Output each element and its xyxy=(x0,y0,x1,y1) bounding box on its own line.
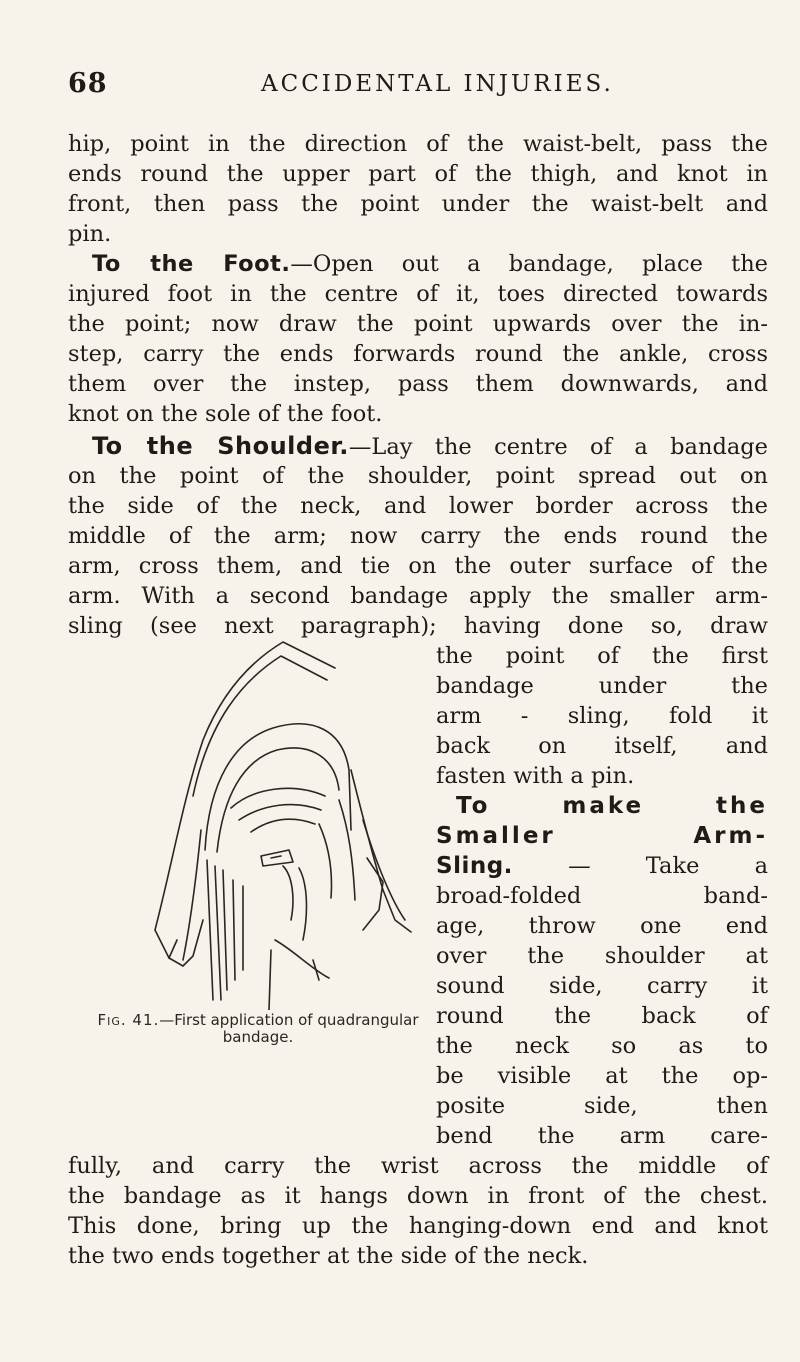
text-line: bend the arm care- xyxy=(436,1123,768,1149)
text-line: the bandage as it hangs down in front of the chest. xyxy=(68,1183,768,1209)
text-line: round the back of xyxy=(436,1003,768,1029)
section-heading-foot: To the Foot. xyxy=(92,251,291,277)
running-title: ACCIDENTAL INJURIES. xyxy=(261,71,614,97)
text-line: over the shoulder at xyxy=(436,943,768,969)
text-line-shoulder-heading: To the Shoulder.—Lay the centre of a bandage xyxy=(92,432,768,460)
text-line: step, carry the ends forwards round the ankle, cross xyxy=(68,341,768,367)
text-line: be visible at the op- xyxy=(436,1063,768,1089)
text-line: the side of the neck, and lower border across the xyxy=(68,493,768,519)
text-line: ends round the upper part of the thigh, and knot in xyxy=(68,161,768,187)
text-line: age, throw one end xyxy=(436,913,768,939)
text-line: This done, bring up the hanging-down end and knot xyxy=(68,1213,768,1239)
text-line: the neck so as to xyxy=(436,1033,768,1059)
text-line: Sling. — Take a xyxy=(436,853,768,879)
text-line xyxy=(456,791,768,821)
text-line: front, then pass the point under the waist-belt and xyxy=(68,191,768,217)
text-line: arm, cross them, and tie on the outer surface of the xyxy=(68,553,768,579)
text-line: broad-folded band- xyxy=(436,883,768,909)
text-line: them over the instep, pass them downwards, and xyxy=(68,371,768,397)
text-line: arm. With a second bandage apply the smaller arm- xyxy=(68,583,768,609)
text-line: bandage under the xyxy=(436,673,768,699)
text-line: fasten with a pin. xyxy=(436,763,635,789)
text-line: back on itself, and xyxy=(436,733,768,759)
text-line: the two ends together at the side of the neck. xyxy=(68,1243,589,1269)
figure-caption xyxy=(78,1012,438,1046)
figure-41-bandage-illustration xyxy=(143,620,430,1010)
text-line: posite side, then xyxy=(436,1093,768,1119)
text-line-foot-heading: To the Foot.—Open out a bandage, place the xyxy=(92,251,768,277)
section-heading-sling: To make the xyxy=(456,793,768,819)
figure-caption-text: —First application of quadrangular bandage. xyxy=(159,1011,419,1046)
figure-label: Fig. 41. xyxy=(97,1011,160,1029)
text-line: on the point of the shoulder, point spread out on xyxy=(68,463,768,489)
text-line: the point; now draw the point upwards over the in- xyxy=(68,311,768,337)
text-line: sling (see next paragraph); having done so, draw xyxy=(68,613,768,639)
page-header xyxy=(68,68,768,108)
text-line: pin. xyxy=(68,221,112,247)
text-line: middle of the arm; now carry the ends round the xyxy=(68,523,768,549)
text-line: Smaller Arm- xyxy=(436,823,768,849)
page-number: 68 xyxy=(68,68,108,99)
text-line: knot on the sole of the foot. xyxy=(68,401,383,427)
text-line: the point of the first xyxy=(436,643,768,669)
text-line: injured foot in the centre of it, toes directed towards xyxy=(68,281,768,307)
text-line: arm - sling, fold it xyxy=(436,703,768,729)
text-line: fully, and carry the wrist across the middle of xyxy=(68,1153,768,1179)
text-line: sound side, carry it xyxy=(436,973,768,999)
section-heading-shoulder: To the Shoulder. xyxy=(92,432,349,460)
text-line: hip, point in the direction of the waist-belt, pass the xyxy=(68,131,768,157)
